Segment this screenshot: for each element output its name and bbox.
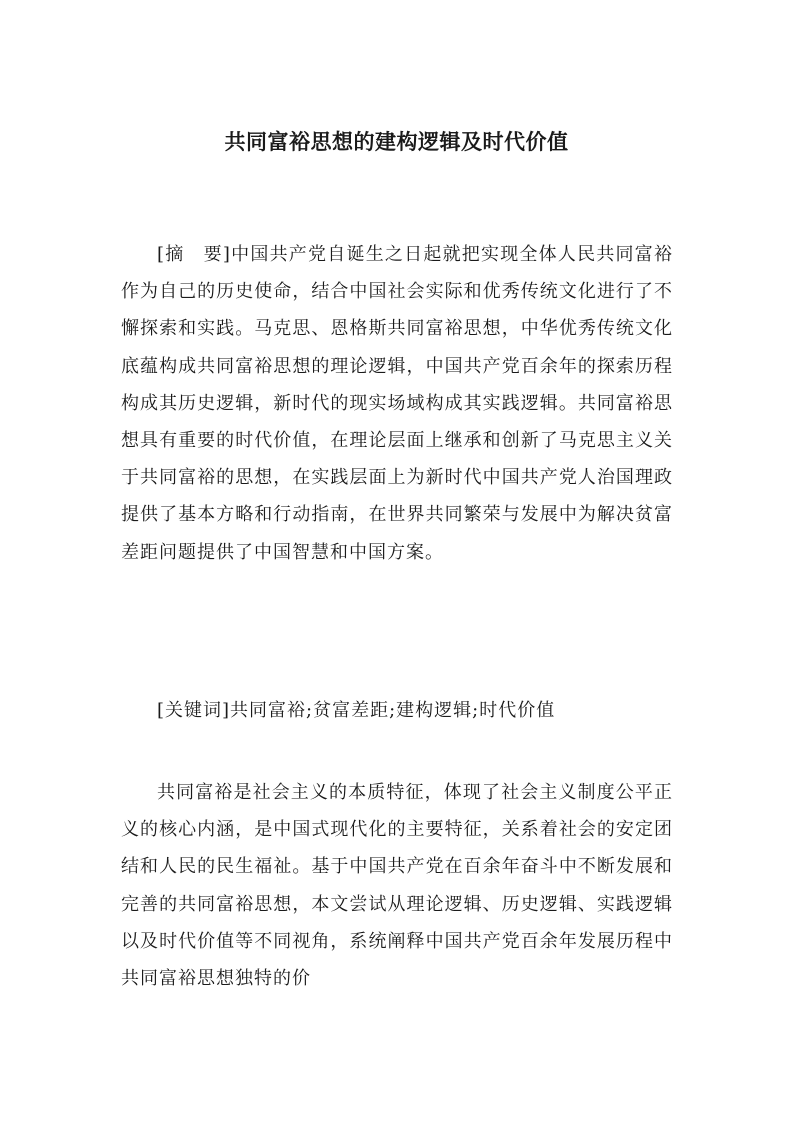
keywords-line: [关键词]共同富裕;贫富差距;建构逻辑;时代价值 (157, 700, 556, 721)
body-paragraph: 共同富裕是社会主义的本质特征，体现了社会主义制度公平正义的核心内涵，是中国式现代化的主要特征，关系着社会的安定团结和人民的民生福祉。基于中国共产党在百余年奋斗中不断发展和完善的共同富裕思想，本文尝试从理论逻辑、历史逻辑、实践逻辑以及时代价值等不同视角，系统阐释中国共产党百余年发展历程中共同富裕思想独特的价 (121, 782, 673, 990)
abstract-paragraph: [摘 要]中国共产党自诞生之日起就把实现全体人民共同富裕作为自己的历史使命，结合中国社会实际和优秀传统文化进行了不懈探索和实践。马克思、恩格斯共同富裕思想，中华优秀传统文化底蕴构成共同富裕思想的理论逻辑，中国共产党百余年的探索历程构成其历史逻辑，新时代的现实场域构成其实践逻辑。共同富裕思想具有重要的时代价值，在理论层面上继承和创新了马克思主义关于共同富裕的思想，在实践层面上为新时代中国共产党人治国理政提供了基本方略和行动指南，在世界共同繁荣与发展中为解决贫富差距问题提供了中国智慧和中国方案。 (121, 244, 673, 563)
document-title: 共同富裕思想的建构逻辑及时代价值 (224, 129, 569, 154)
